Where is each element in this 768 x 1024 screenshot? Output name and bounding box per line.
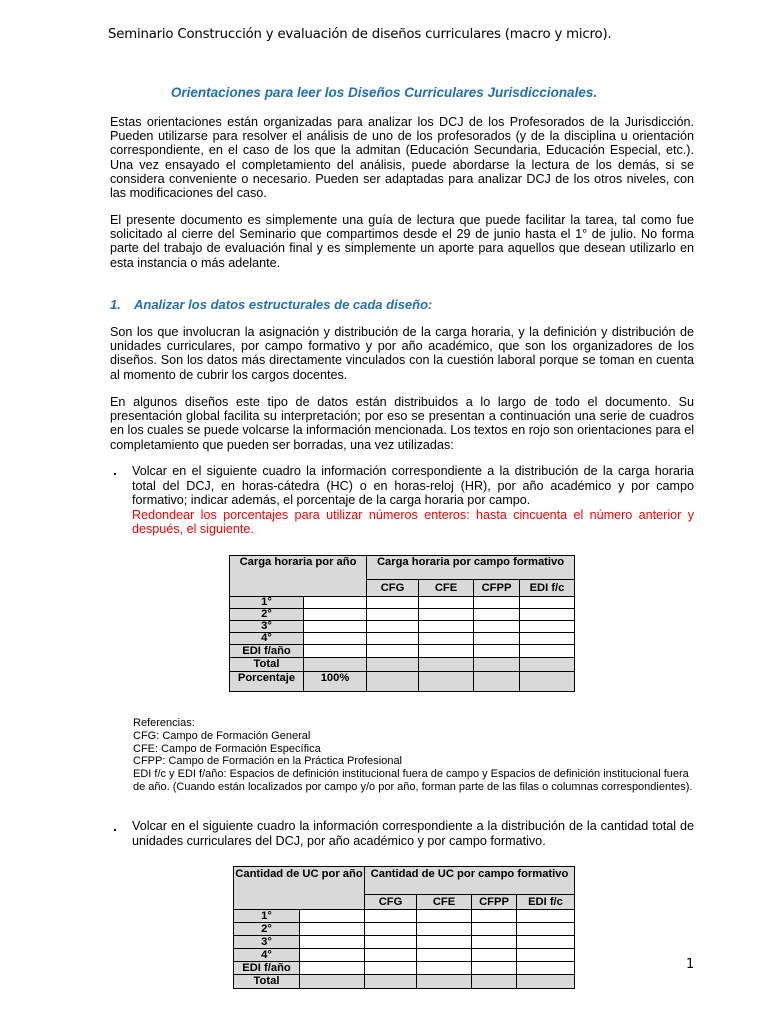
table-cell[interactable]	[300, 975, 365, 989]
section-number: 1.	[110, 297, 121, 312]
hours-table	[229, 555, 575, 692]
table-cell[interactable]	[517, 936, 575, 949]
table-cell[interactable]	[517, 962, 575, 975]
table-cell[interactable]	[365, 975, 417, 989]
table-cell[interactable]	[300, 962, 365, 975]
row-label: 3°	[230, 621, 304, 633]
reference-item: CFPP: Campo de Formación en la Práctica Profesional	[133, 755, 403, 768]
section-heading-text: Analizar los datos estructurales de cada diseño:	[134, 297, 433, 312]
table-cell[interactable]	[367, 597, 419, 609]
bullet-item-1	[132, 464, 694, 537]
section-paragraph-2: En algunos diseños este tipo de datos están distribuidos a lo largo de todo el documento. Su presentación global facilita su interpretación; por eso se presentan a continuación una serie de cuadros en los cuales se puede volcarse la información mencionada. Los textos en rojo son orientaciones para el completamiento que pueden ser borradas, una vez utilizadas:	[110, 395, 694, 452]
table-cell[interactable]	[367, 633, 419, 645]
table-cell[interactable]	[367, 672, 419, 692]
document-title: Orientaciones para leer los Diseños Curriculares Jurisdiccionales.	[170, 85, 598, 100]
table-cell[interactable]	[304, 609, 367, 621]
red-note: Redondear los porcentajes para utilizar números enteros: hasta cincuenta el número anterior y después, el siguiente.	[132, 507, 694, 537]
table-cell[interactable]	[474, 672, 520, 692]
row-label: 4°	[230, 633, 304, 645]
section-paragraph-1: Son los que involucran la asignación y distribución de la carga horaria, y la definición y distribución de unidades curriculares, por campo formativo y por año académico, que son los organizadores de los diseños. Son los datos más directamente vinculados con la cuestión laboral porque se toman en cuenta al momento de cubrir los cargos docentes.	[110, 325, 694, 382]
table-cell[interactable]	[365, 910, 417, 923]
row-label: Total	[230, 658, 304, 672]
column-header: CFE	[419, 580, 474, 597]
row-label: Total	[234, 975, 300, 989]
intro-paragraph-1: Estas orientaciones están organizadas para analizar los DCJ de los Profesorados de la Jurisdicción. Pueden utilizarse para resolver el análisis de uno de los profesorados (y de la disciplina u orientación correspondiente, en el caso de los que la admitan (Educación Secundaria, Educación Especial, etc.). Una vez ensayado el completamiento del análisis, puede abordarse la lectura de los demás, si se considera conveniente o necesario. Pueden ser adaptadas para analizar DCJ de los otros niveles, con las modificaciones del caso.	[110, 115, 694, 201]
table-cell[interactable]	[419, 597, 474, 609]
table-cell[interactable]	[367, 609, 419, 621]
column-header: CFG	[367, 580, 419, 597]
table-cell[interactable]	[474, 658, 520, 672]
row-label: 3°	[234, 936, 300, 949]
hours-table-group-header: Carga horaria por campo formativo	[367, 556, 575, 580]
table-cell[interactable]	[300, 936, 365, 949]
table-cell[interactable]	[365, 936, 417, 949]
table-cell[interactable]	[472, 910, 517, 923]
units-table	[233, 866, 575, 989]
table-cell[interactable]	[419, 658, 474, 672]
table-cell[interactable]	[419, 672, 474, 692]
reference-item: EDI f/c y EDI f/año: Espacios de definición institucional fuera de campo y Espacios de definición institucional fuera de año. (Cuando están localizados por campo y/o por año, forman parte de las filas o columnas correspondientes).	[133, 768, 693, 793]
column-header: EDI f/c	[520, 580, 575, 597]
row-label: 2°	[234, 923, 300, 936]
table-cell[interactable]	[472, 923, 517, 936]
table-cell[interactable]	[517, 910, 575, 923]
table-cell[interactable]	[304, 658, 367, 672]
running-header: Seminario Construcción y evaluación de diseños curriculares (macro y micro).	[108, 27, 612, 42]
row-label: 2°	[230, 609, 304, 621]
table-cell[interactable]	[367, 621, 419, 633]
references-block	[133, 717, 695, 794]
table-cell[interactable]	[520, 645, 575, 658]
bullet-item-2: Volcar en el siguiente cuadro la información correspondiente a la distribución de la cantidad total de unidades curriculares del DCJ, por año académico y por campo formativo.	[132, 819, 694, 848]
page-number: 1	[686, 957, 695, 972]
row-label: 4°	[234, 949, 300, 962]
table-cell[interactable]	[365, 923, 417, 936]
references-title: Referencias:	[133, 717, 195, 729]
table-cell[interactable]	[367, 658, 419, 672]
table-cell[interactable]	[472, 975, 517, 989]
table-cell[interactable]	[474, 609, 520, 621]
table-cell[interactable]	[520, 597, 575, 609]
row-label: 1°	[234, 910, 300, 923]
table-cell[interactable]	[419, 633, 474, 645]
row-label: EDI f/año	[230, 645, 304, 658]
table-cell[interactable]	[300, 923, 365, 936]
table-cell[interactable]	[365, 962, 417, 975]
intro-paragraph-2: El presente documento es simplemente una guía de lectura que puede facilitar la tarea, tal como fue solicitado al cierre del Seminario que compartimos desde el 29 de junio hasta el 1° de julio. No forma parte del trabajo de evaluación final y es simplemente un aporte para aquellos que desean utilizarlo en esta instancia o más adelante.	[110, 213, 694, 270]
table-cell[interactable]	[520, 609, 575, 621]
table-cell[interactable]	[474, 621, 520, 633]
table-cell[interactable]	[517, 923, 575, 936]
table-cell[interactable]	[520, 672, 575, 692]
table-cell[interactable]	[300, 949, 365, 962]
table-cell[interactable]	[417, 949, 472, 962]
table-cell[interactable]	[520, 658, 575, 672]
table-cell[interactable]	[419, 609, 474, 621]
table-cell[interactable]	[304, 597, 367, 609]
reference-item: CFG: Campo de Formación General	[133, 729, 311, 742]
table-cell[interactable]	[474, 633, 520, 645]
table-cell[interactable]	[474, 597, 520, 609]
table-cell[interactable]	[520, 621, 575, 633]
hours-table-left-header: Carga horaria por año	[230, 556, 367, 597]
table-cell[interactable]	[520, 633, 575, 645]
percent-total-cell: 100%	[304, 672, 367, 692]
table-cell[interactable]	[472, 962, 517, 975]
table-cell[interactable]	[419, 645, 474, 658]
table-cell[interactable]	[365, 949, 417, 962]
bullet-text: Volcar en el siguiente cuadro la información correspondiente a la distribución de la carga horaria total del DCJ, en horas-cátedra (HC) o en horas-reloj (HR), por año académico y por campo formativo; indicar además, el porcentaje de la carga horaria por campo.	[132, 464, 694, 508]
table-cell[interactable]	[517, 975, 575, 989]
column-header: CFPP	[474, 580, 520, 597]
table-cell[interactable]	[472, 949, 517, 962]
table-cell[interactable]	[300, 910, 365, 923]
section-heading	[110, 297, 432, 312]
column-header: CFG	[365, 895, 417, 910]
column-header: CFPP	[472, 895, 517, 910]
table-cell[interactable]	[417, 923, 472, 936]
row-label: Porcentaje	[230, 672, 304, 692]
table-cell[interactable]	[304, 621, 367, 633]
table-cell[interactable]	[474, 645, 520, 658]
table-cell[interactable]	[517, 949, 575, 962]
column-header: CFE	[417, 895, 472, 910]
table-cell[interactable]	[304, 645, 367, 658]
bullet-marker: .	[113, 462, 117, 478]
bullet-marker: .	[113, 818, 117, 834]
units-table-group-header: Cantidad de UC por campo formativo	[365, 867, 575, 895]
row-label: EDI f/año	[234, 962, 300, 975]
units-table-left-header: Cantidad de UC por año	[234, 867, 365, 910]
table-cell[interactable]	[367, 645, 419, 658]
table-cell[interactable]	[417, 936, 472, 949]
table-cell[interactable]	[304, 633, 367, 645]
reference-item: CFE: Campo de Formación Específica	[133, 742, 321, 755]
table-cell[interactable]	[419, 621, 474, 633]
table-cell[interactable]	[417, 962, 472, 975]
table-cell[interactable]	[417, 975, 472, 989]
table-cell[interactable]	[472, 936, 517, 949]
row-label: 1°	[230, 597, 304, 609]
column-header: EDI f/c	[517, 895, 575, 910]
table-cell[interactable]	[417, 910, 472, 923]
